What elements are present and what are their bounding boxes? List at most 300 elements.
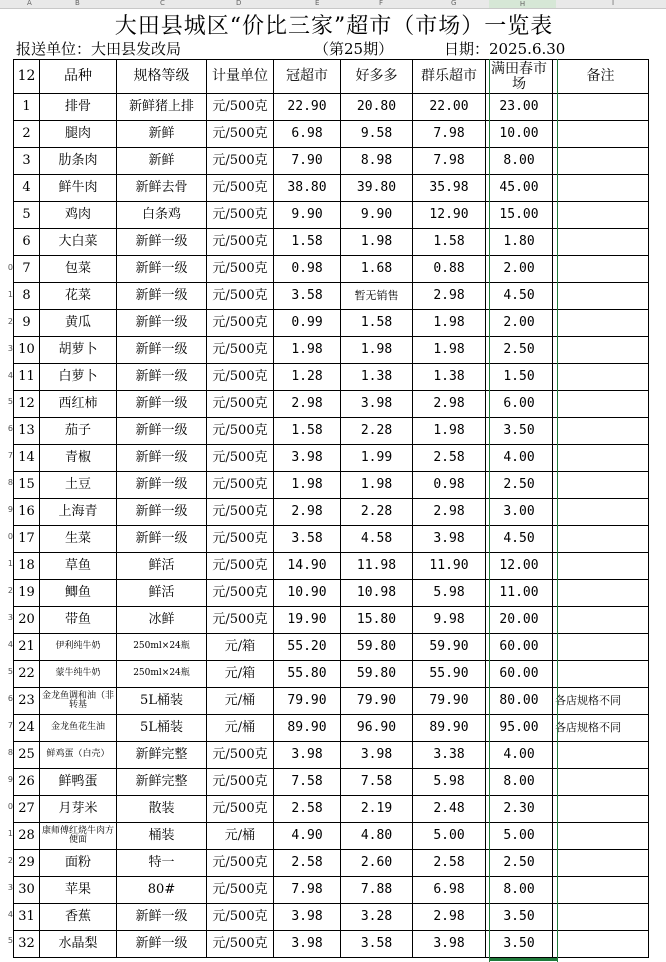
column-letter-a[interactable]: A	[27, 0, 32, 7]
unit-cell[interactable]: 元/桶	[207, 823, 274, 850]
store-1-price-cell[interactable]: 3.98	[274, 742, 341, 769]
row-number[interactable]: 7	[7, 451, 13, 461]
store-3-price-cell[interactable]: 6.98	[413, 877, 486, 904]
store-4-price-cell[interactable]: 45.00	[486, 175, 553, 202]
store-2-price-cell[interactable]: 96.90	[341, 715, 413, 742]
store-2-price-cell[interactable]: 2.28	[341, 499, 413, 526]
row-number[interactable]: 8	[7, 747, 13, 757]
item-name-cell[interactable]: 生菜	[40, 526, 117, 553]
item-name-cell[interactable]: 伊利纯牛奶	[40, 634, 117, 661]
item-name-cell[interactable]: 蒙牛纯牛奶	[40, 661, 117, 688]
store-2-price-cell[interactable]: 3.58	[341, 931, 413, 958]
spec-cell[interactable]: 新鲜一级	[117, 445, 207, 472]
spec-cell[interactable]: 新鲜一级	[117, 931, 207, 958]
store-1-price-cell[interactable]: 1.98	[274, 472, 341, 499]
store-2-price-cell[interactable]: 1.99	[341, 445, 413, 472]
store-2-price-cell[interactable]: 暂无销售	[341, 283, 413, 310]
row-number[interactable]: 1	[7, 559, 13, 569]
store-2-price-cell[interactable]: 2.60	[341, 850, 413, 877]
header-spec[interactable]: 规格等级	[117, 60, 207, 94]
note-cell[interactable]	[553, 661, 649, 688]
row-number[interactable]: 0	[7, 532, 13, 542]
item-name-cell[interactable]: 苹果	[40, 877, 117, 904]
unit-cell[interactable]: 元/500克	[207, 391, 274, 418]
spec-cell[interactable]: 新鲜一级	[117, 364, 207, 391]
store-4-price-cell[interactable]: 4.00	[486, 742, 553, 769]
column-letter-f[interactable]: F	[379, 0, 384, 7]
row-number[interactable]: 2	[7, 316, 13, 326]
spec-cell[interactable]: 新鲜一级	[117, 283, 207, 310]
row-index-cell[interactable]: 3	[14, 148, 40, 175]
row-index-cell[interactable]: 4	[14, 175, 40, 202]
store-4-price-cell[interactable]: 6.00	[486, 391, 553, 418]
store-1-price-cell[interactable]: 4.90	[274, 823, 341, 850]
spec-cell[interactable]: 新鲜一级	[117, 310, 207, 337]
spec-cell[interactable]: 新鲜一级	[117, 229, 207, 256]
row-index-cell[interactable]: 18	[14, 553, 40, 580]
note-cell[interactable]	[553, 256, 649, 283]
store-2-price-cell[interactable]: 59.80	[341, 661, 413, 688]
note-cell[interactable]	[553, 904, 649, 931]
store-3-price-cell[interactable]: 22.00	[413, 94, 486, 121]
unit-cell[interactable]: 元/500克	[207, 445, 274, 472]
spec-cell[interactable]: 新鲜一级	[117, 499, 207, 526]
spec-cell[interactable]: 新鲜	[117, 148, 207, 175]
unit-cell[interactable]: 元/500克	[207, 904, 274, 931]
row-index-cell[interactable]: 12	[14, 391, 40, 418]
store-1-price-cell[interactable]: 1.58	[274, 229, 341, 256]
row-index-cell[interactable]: 29	[14, 850, 40, 877]
row-index-cell[interactable]: 22	[14, 661, 40, 688]
item-name-cell[interactable]: 带鱼	[40, 607, 117, 634]
store-3-price-cell[interactable]: 3.98	[413, 931, 486, 958]
store-3-price-cell[interactable]: 2.98	[413, 391, 486, 418]
spec-cell[interactable]: 5L桶装	[117, 715, 207, 742]
store-3-price-cell[interactable]: 5.00	[413, 823, 486, 850]
note-cell[interactable]	[553, 283, 649, 310]
item-name-cell[interactable]: 草鱼	[40, 553, 117, 580]
store-4-price-cell[interactable]: 2.50	[486, 472, 553, 499]
column-letter-h[interactable]: H	[489, 0, 556, 8]
spec-cell[interactable]: 新鲜一级	[117, 391, 207, 418]
spec-cell[interactable]: 散装	[117, 796, 207, 823]
row-index-cell[interactable]: 8	[14, 283, 40, 310]
unit-cell[interactable]: 元/500克	[207, 526, 274, 553]
note-cell[interactable]	[553, 823, 649, 850]
unit-cell[interactable]: 元/箱	[207, 661, 274, 688]
spec-cell[interactable]: 新鲜一级	[117, 472, 207, 499]
store-1-price-cell[interactable]: 3.98	[274, 445, 341, 472]
spec-cell[interactable]: 250ml×24瓶	[117, 634, 207, 661]
unit-cell[interactable]: 元/500克	[207, 310, 274, 337]
spec-cell[interactable]: 冰鲜	[117, 607, 207, 634]
row-number[interactable]: 0	[7, 262, 13, 272]
store-4-price-cell[interactable]: 2.30	[486, 796, 553, 823]
item-name-cell[interactable]: 肋条肉	[40, 148, 117, 175]
item-name-cell[interactable]: 鲜牛肉	[40, 175, 117, 202]
store-4-price-cell[interactable]: 3.00	[486, 499, 553, 526]
row-number[interactable]: 1	[7, 828, 13, 838]
note-cell[interactable]	[553, 94, 649, 121]
row-number[interactable]: 2	[7, 586, 13, 596]
row-number[interactable]: 5	[7, 666, 13, 676]
store-3-price-cell[interactable]: 3.98	[413, 526, 486, 553]
note-cell[interactable]	[553, 499, 649, 526]
row-index-cell[interactable]: 24	[14, 715, 40, 742]
store-4-price-cell[interactable]: 1.50	[486, 364, 553, 391]
store-3-price-cell[interactable]: 2.98	[413, 904, 486, 931]
spec-cell[interactable]: 新鲜猪上排	[117, 94, 207, 121]
store-1-price-cell[interactable]: 7.58	[274, 769, 341, 796]
store-3-price-cell[interactable]: 5.98	[413, 580, 486, 607]
note-cell[interactable]	[553, 553, 649, 580]
unit-cell[interactable]: 元/500克	[207, 607, 274, 634]
row-index-cell[interactable]: 11	[14, 364, 40, 391]
store-3-price-cell[interactable]: 1.98	[413, 418, 486, 445]
row-index-cell[interactable]: 15	[14, 472, 40, 499]
item-name-cell[interactable]: 香蕉	[40, 904, 117, 931]
spec-cell[interactable]: 250ml×24瓶	[117, 661, 207, 688]
row-index-cell[interactable]: 28	[14, 823, 40, 850]
unit-cell[interactable]: 元/箱	[207, 634, 274, 661]
store-3-price-cell[interactable]: 1.38	[413, 364, 486, 391]
note-cell[interactable]	[553, 202, 649, 229]
row-index-cell[interactable]: 32	[14, 931, 40, 958]
note-cell[interactable]	[553, 337, 649, 364]
row-number[interactable]: 4	[7, 909, 13, 919]
spec-cell[interactable]: 特一	[117, 850, 207, 877]
note-cell[interactable]	[553, 742, 649, 769]
item-name-cell[interactable]: 花菜	[40, 283, 117, 310]
item-name-cell[interactable]: 白萝卜	[40, 364, 117, 391]
store-1-price-cell[interactable]: 1.58	[274, 418, 341, 445]
unit-cell[interactable]: 元/500克	[207, 337, 274, 364]
item-name-cell[interactable]: 西红柿	[40, 391, 117, 418]
row-index-cell[interactable]: 16	[14, 499, 40, 526]
store-2-price-cell[interactable]: 20.80	[341, 94, 413, 121]
note-cell[interactable]	[553, 607, 649, 634]
row-index-cell[interactable]: 13	[14, 418, 40, 445]
store-2-price-cell[interactable]: 11.98	[341, 553, 413, 580]
row-index-cell[interactable]: 23	[14, 688, 40, 715]
unit-cell[interactable]: 元/500克	[207, 364, 274, 391]
item-name-cell[interactable]: 土豆	[40, 472, 117, 499]
store-1-price-cell[interactable]: 22.90	[274, 94, 341, 121]
store-2-price-cell[interactable]: 1.58	[341, 310, 413, 337]
row-index-cell[interactable]: 27	[14, 796, 40, 823]
store-4-price-cell[interactable]: 23.00	[486, 94, 553, 121]
row-index-cell[interactable]: 10	[14, 337, 40, 364]
store-1-price-cell[interactable]: 0.99	[274, 310, 341, 337]
column-letter-e[interactable]: E	[315, 0, 320, 7]
note-cell[interactable]	[553, 850, 649, 877]
header-store-2[interactable]: 好多多	[341, 60, 413, 94]
item-name-cell[interactable]: 胡萝卜	[40, 337, 117, 364]
spec-cell[interactable]: 新鲜去骨	[117, 175, 207, 202]
spec-cell[interactable]: 新鲜一级	[117, 904, 207, 931]
note-cell[interactable]	[553, 526, 649, 553]
note-cell[interactable]	[553, 445, 649, 472]
item-name-cell[interactable]: 金龙鱼花生油	[40, 715, 117, 742]
spec-cell[interactable]: 新鲜一级	[117, 418, 207, 445]
unit-cell[interactable]: 元/500克	[207, 256, 274, 283]
row-number[interactable]: 1	[7, 289, 13, 299]
note-cell[interactable]	[553, 418, 649, 445]
unit-cell[interactable]: 元/500克	[207, 202, 274, 229]
column-letter-g[interactable]: G	[451, 0, 457, 7]
unit-cell[interactable]: 元/500克	[207, 418, 274, 445]
unit-cell[interactable]: 元/500克	[207, 283, 274, 310]
store-2-price-cell[interactable]: 1.98	[341, 472, 413, 499]
store-1-price-cell[interactable]: 55.20	[274, 634, 341, 661]
row-index-cell[interactable]: 26	[14, 769, 40, 796]
spec-cell[interactable]: 鲜活	[117, 553, 207, 580]
store-3-price-cell[interactable]: 2.48	[413, 796, 486, 823]
unit-cell[interactable]: 元/500克	[207, 877, 274, 904]
item-name-cell[interactable]: 腿肉	[40, 121, 117, 148]
store-3-price-cell[interactable]: 7.98	[413, 121, 486, 148]
store-2-price-cell[interactable]: 4.58	[341, 526, 413, 553]
store-2-price-cell[interactable]: 1.68	[341, 256, 413, 283]
note-cell[interactable]	[553, 796, 649, 823]
store-3-price-cell[interactable]: 5.98	[413, 769, 486, 796]
spec-cell[interactable]: 新鲜	[117, 121, 207, 148]
header-store-1[interactable]: 冠超市	[274, 60, 341, 94]
item-name-cell[interactable]: 排骨	[40, 94, 117, 121]
note-cell[interactable]	[553, 931, 649, 958]
note-cell[interactable]	[553, 175, 649, 202]
item-name-cell[interactable]: 面粉	[40, 850, 117, 877]
note-cell[interactable]	[553, 121, 649, 148]
unit-cell[interactable]: 元/500克	[207, 553, 274, 580]
store-4-price-cell[interactable]: 20.00	[486, 607, 553, 634]
unit-cell[interactable]: 元/500克	[207, 931, 274, 958]
unit-cell[interactable]: 元/500克	[207, 175, 274, 202]
unit-cell[interactable]: 元/500克	[207, 796, 274, 823]
store-3-price-cell[interactable]: 0.88	[413, 256, 486, 283]
row-number[interactable]: 5	[7, 397, 13, 407]
store-2-price-cell[interactable]: 2.19	[341, 796, 413, 823]
header-store-4[interactable]: 满田春市场	[486, 60, 553, 94]
unit-cell[interactable]: 元/500克	[207, 229, 274, 256]
note-cell[interactable]	[553, 148, 649, 175]
unit-cell[interactable]: 元/500克	[207, 499, 274, 526]
row-number[interactable]: 4	[7, 370, 13, 380]
item-name-cell[interactable]: 月芽米	[40, 796, 117, 823]
note-cell[interactable]	[553, 634, 649, 661]
store-1-price-cell[interactable]: 3.98	[274, 904, 341, 931]
store-4-price-cell[interactable]: 3.50	[486, 418, 553, 445]
store-4-price-cell[interactable]: 2.50	[486, 337, 553, 364]
store-4-price-cell[interactable]: 2.00	[486, 310, 553, 337]
store-1-price-cell[interactable]: 7.90	[274, 148, 341, 175]
item-name-cell[interactable]: 鲜鸭蛋	[40, 769, 117, 796]
row-index-cell[interactable]: 19	[14, 580, 40, 607]
row-number[interactable]: 5	[7, 936, 13, 946]
row-index-cell[interactable]: 1	[14, 94, 40, 121]
store-4-price-cell[interactable]: 2.50	[486, 850, 553, 877]
item-name-cell[interactable]: 康师傅红烧牛肉方便面	[40, 823, 117, 850]
spec-cell[interactable]: 5L桶装	[117, 688, 207, 715]
row-index-cell[interactable]: 31	[14, 904, 40, 931]
store-4-price-cell[interactable]: 3.50	[486, 904, 553, 931]
unit-cell[interactable]: 元/500克	[207, 769, 274, 796]
note-cell[interactable]	[553, 310, 649, 337]
spec-cell[interactable]: 80#	[117, 877, 207, 904]
store-4-price-cell[interactable]: 11.00	[486, 580, 553, 607]
store-1-price-cell[interactable]: 1.98	[274, 337, 341, 364]
store-3-price-cell[interactable]: 1.98	[413, 310, 486, 337]
store-1-price-cell[interactable]: 38.80	[274, 175, 341, 202]
store-2-price-cell[interactable]: 4.80	[341, 823, 413, 850]
store-1-price-cell[interactable]: 19.90	[274, 607, 341, 634]
store-3-price-cell[interactable]: 7.98	[413, 148, 486, 175]
store-2-price-cell[interactable]: 15.80	[341, 607, 413, 634]
store-4-price-cell[interactable]: 2.00	[486, 256, 553, 283]
store-3-price-cell[interactable]: 2.58	[413, 850, 486, 877]
note-cell[interactable]	[553, 877, 649, 904]
item-name-cell[interactable]: 黄瓜	[40, 310, 117, 337]
store-4-price-cell[interactable]: 4.50	[486, 526, 553, 553]
column-letter-b[interactable]: B	[75, 0, 80, 7]
item-name-cell[interactable]: 鸡肉	[40, 202, 117, 229]
store-2-price-cell[interactable]: 7.88	[341, 877, 413, 904]
row-index-cell[interactable]: 7	[14, 256, 40, 283]
store-1-price-cell[interactable]: 7.98	[274, 877, 341, 904]
store-2-price-cell[interactable]: 3.28	[341, 904, 413, 931]
row-number[interactable]: 3	[7, 882, 13, 892]
store-2-price-cell[interactable]: 39.80	[341, 175, 413, 202]
row-number[interactable]: 2	[7, 855, 13, 865]
store-2-price-cell[interactable]: 8.98	[341, 148, 413, 175]
store-1-price-cell[interactable]: 79.90	[274, 688, 341, 715]
store-4-price-cell[interactable]: 8.00	[486, 769, 553, 796]
store-2-price-cell[interactable]: 2.28	[341, 418, 413, 445]
item-name-cell[interactable]: 水晶梨	[40, 931, 117, 958]
spec-cell[interactable]: 新鲜完整	[117, 742, 207, 769]
note-cell[interactable]	[553, 364, 649, 391]
store-3-price-cell[interactable]: 1.98	[413, 337, 486, 364]
store-1-price-cell[interactable]: 55.80	[274, 661, 341, 688]
store-2-price-cell[interactable]: 7.58	[341, 769, 413, 796]
store-2-price-cell[interactable]: 3.98	[341, 391, 413, 418]
store-3-price-cell[interactable]: 35.98	[413, 175, 486, 202]
store-1-price-cell[interactable]: 6.98	[274, 121, 341, 148]
note-cell[interactable]	[553, 769, 649, 796]
store-3-price-cell[interactable]: 11.90	[413, 553, 486, 580]
row-index-cell[interactable]: 30	[14, 877, 40, 904]
unit-cell[interactable]: 元/500克	[207, 850, 274, 877]
row-number[interactable]: 9	[7, 505, 13, 515]
store-1-price-cell[interactable]: 14.90	[274, 553, 341, 580]
note-cell[interactable]	[553, 580, 649, 607]
store-2-price-cell[interactable]: 9.90	[341, 202, 413, 229]
row-index-cell[interactable]: 5	[14, 202, 40, 229]
store-2-price-cell[interactable]: 79.90	[341, 688, 413, 715]
row-number[interactable]: 6	[7, 693, 13, 703]
spec-cell[interactable]: 鲜活	[117, 580, 207, 607]
store-2-price-cell[interactable]: 1.98	[341, 229, 413, 256]
store-1-price-cell[interactable]: 9.90	[274, 202, 341, 229]
row-number[interactable]: 9	[7, 774, 13, 784]
row-number[interactable]: 3	[7, 613, 13, 623]
store-1-price-cell[interactable]: 3.58	[274, 283, 341, 310]
store-1-price-cell[interactable]: 2.98	[274, 499, 341, 526]
spec-cell[interactable]: 桶装	[117, 823, 207, 850]
row-index-cell[interactable]: 6	[14, 229, 40, 256]
store-4-price-cell[interactable]: 5.00	[486, 823, 553, 850]
column-letter-d[interactable]: D	[236, 0, 242, 7]
store-3-price-cell[interactable]: 2.98	[413, 283, 486, 310]
store-1-price-cell[interactable]: 2.58	[274, 796, 341, 823]
row-index-cell[interactable]: 17	[14, 526, 40, 553]
item-name-cell[interactable]: 鲫鱼	[40, 580, 117, 607]
store-3-price-cell[interactable]: 2.58	[413, 445, 486, 472]
header-note[interactable]: 备注	[553, 60, 649, 94]
note-cell[interactable]: 各店规格不同	[553, 688, 649, 715]
store-3-price-cell[interactable]: 89.90	[413, 715, 486, 742]
header-store-3[interactable]: 群乐超市	[413, 60, 486, 94]
store-3-price-cell[interactable]: 0.98	[413, 472, 486, 499]
item-name-cell[interactable]: 鲜鸡蛋（白壳）	[40, 742, 117, 769]
item-name-cell[interactable]: 青椒	[40, 445, 117, 472]
store-4-price-cell[interactable]: 8.00	[486, 148, 553, 175]
spec-cell[interactable]: 新鲜一级	[117, 337, 207, 364]
store-3-price-cell[interactable]: 1.58	[413, 229, 486, 256]
store-3-price-cell[interactable]: 59.90	[413, 634, 486, 661]
row-number[interactable]: 0	[7, 801, 13, 811]
column-letter-i[interactable]: I	[612, 0, 615, 7]
store-4-price-cell[interactable]: 60.00	[486, 634, 553, 661]
store-3-price-cell[interactable]: 55.90	[413, 661, 486, 688]
item-name-cell[interactable]: 上海青	[40, 499, 117, 526]
spec-cell[interactable]: 新鲜完整	[117, 769, 207, 796]
header-item[interactable]: 品种	[40, 60, 117, 94]
store-3-price-cell[interactable]: 2.98	[413, 499, 486, 526]
store-4-price-cell[interactable]: 4.00	[486, 445, 553, 472]
note-cell[interactable]	[553, 391, 649, 418]
row-index-cell[interactable]: 21	[14, 634, 40, 661]
item-name-cell[interactable]: 包菜	[40, 256, 117, 283]
row-index-cell[interactable]: 2	[14, 121, 40, 148]
store-4-price-cell[interactable]: 15.00	[486, 202, 553, 229]
row-number[interactable]: 8	[7, 478, 13, 488]
row-index-cell[interactable]: 20	[14, 607, 40, 634]
store-2-price-cell[interactable]: 59.80	[341, 634, 413, 661]
store-4-price-cell[interactable]: 4.50	[486, 283, 553, 310]
store-1-price-cell[interactable]: 2.58	[274, 850, 341, 877]
store-1-price-cell[interactable]: 1.28	[274, 364, 341, 391]
item-name-cell[interactable]: 大白菜	[40, 229, 117, 256]
spec-cell[interactable]: 白条鸡	[117, 202, 207, 229]
store-4-price-cell[interactable]: 60.00	[486, 661, 553, 688]
store-3-price-cell[interactable]: 9.98	[413, 607, 486, 634]
unit-cell[interactable]: 元/桶	[207, 715, 274, 742]
note-cell[interactable]: 各店规格不同	[553, 715, 649, 742]
row-number[interactable]: 4	[7, 640, 13, 649]
spec-cell[interactable]: 新鲜一级	[117, 526, 207, 553]
store-3-price-cell[interactable]: 3.38	[413, 742, 486, 769]
unit-cell[interactable]: 元/500克	[207, 742, 274, 769]
store-1-price-cell[interactable]: 3.98	[274, 931, 341, 958]
row-number[interactable]: 7	[7, 720, 13, 730]
store-1-price-cell[interactable]: 3.58	[274, 526, 341, 553]
unit-cell[interactable]: 元/桶	[207, 688, 274, 715]
store-2-price-cell[interactable]: 1.98	[341, 337, 413, 364]
unit-cell[interactable]: 元/500克	[207, 94, 274, 121]
store-3-price-cell[interactable]: 79.90	[413, 688, 486, 715]
spec-cell[interactable]: 新鲜一级	[117, 256, 207, 283]
